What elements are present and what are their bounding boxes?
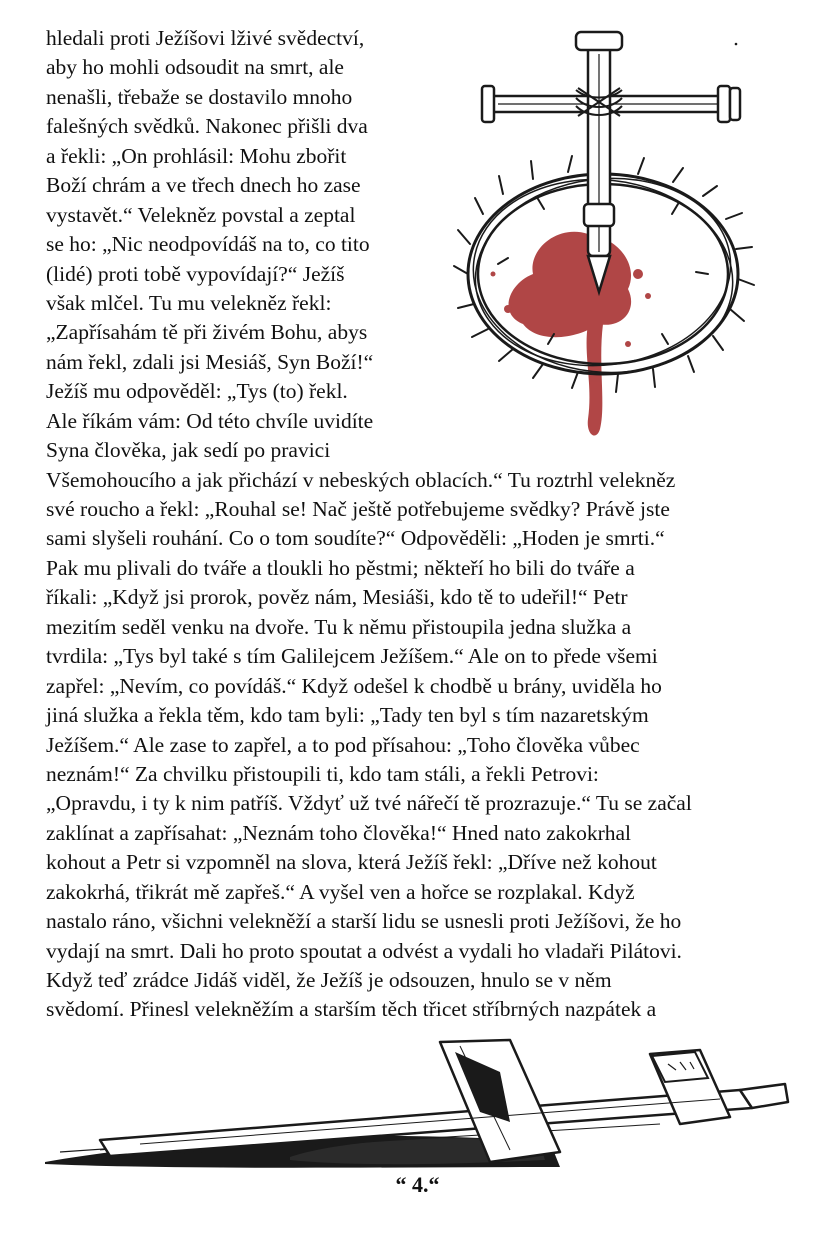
text-line: Ale říkám vám: Od této chvíle uvidíte bbox=[46, 408, 374, 433]
text-line: vydají na smrt. Dali ho proto spoutat a odvést a vydali ho vladaři Pilátovi. bbox=[46, 938, 682, 963]
text-line: nám řekl, zdali jsi Mesiáš, Syn Boží!“ bbox=[46, 349, 374, 374]
text-line: nenašli, třebaže se dostavilo mnoho bbox=[46, 84, 353, 109]
text-line: Pak mu plivali do tváře a tloukli ho pěstmi; někteří ho bili do tváře a bbox=[46, 555, 635, 580]
text-line: Syna člověka, jak sedí po pravici bbox=[46, 438, 331, 463]
fallen-cross-illustration bbox=[40, 1032, 790, 1177]
text-line: Ježíš mu odpověděl: „Tys (to) řekl. bbox=[46, 379, 348, 404]
text-line: Boží chrám a ve třech dnech ho zase bbox=[46, 173, 361, 198]
text-line: neznám!“ Za chvilku přistoupili ti, kdo tam stáli, a řekli Petrovi: bbox=[46, 761, 599, 786]
text-line: Všemohoucího a jak přichází v nebeských oblacích.“ Tu roztrhl velekněz bbox=[46, 467, 676, 492]
text-line: svědomí. Přinesl velekněžím a starším těch třicet stříbrných nazpátek a bbox=[46, 997, 657, 1022]
text-line: „Zapřísahám tě při živém Bohu, abys bbox=[46, 320, 368, 345]
text-line: zaklínat a zapřísahat: „Neznám toho člověka!“ Hned nato zakokrhal bbox=[46, 820, 632, 845]
text-line: vystavět.“ Velekněz povstal a zeptal bbox=[46, 202, 356, 227]
page-number: “ 4.“ bbox=[395, 1172, 440, 1197]
text-line: kohout a Petr si vzpomněl na slova, která Ježíš řekl: „Dříve než kohout bbox=[46, 850, 657, 875]
text-line: (lidé) proti tobě vypovídají?“ Ježíš bbox=[46, 261, 345, 286]
text-line: tvrdila: „Tys byl také s tím Galilejcem Ježíšem.“ Ale on to přede všemi bbox=[46, 644, 658, 669]
text-line: Ježíšem.“ Ale zase to zapřel, a to pod přísahou: „Toho člověka vůbec bbox=[46, 732, 640, 757]
blood-stain bbox=[491, 232, 652, 436]
text-line: zakokrhá, třikrát mě zapřeš.“ A vyšel ven a hořce se rozplakal. Když bbox=[46, 879, 635, 904]
text-line: sami slyšeli rouhání. Co o tom soudíte?“ Odpověděli: „Hoden je smrti.“ bbox=[46, 526, 665, 551]
text-line: jiná služka a řekla těm, kdo tam byli: „Tady ten byl s tím nazaretským bbox=[46, 703, 649, 728]
text-line: nastalo ráno, všichni velekněží a starší lidu se usnesli proti Ježíšovi, že ho bbox=[46, 909, 682, 934]
text-line: říkali: „Když jsi prorok, pověz nám, Mesiáši, kdo tě to udeřil!“ Petr bbox=[46, 585, 628, 610]
text-line: hledali proti Ježíšovi lživé svědectví, bbox=[46, 26, 365, 50]
text-line: mezitím seděl venku na dvoře. Tu k němu přistoupila jedna služka a bbox=[46, 614, 632, 639]
text-line: zapřel: „Nevím, co povídáš.“ Když odešel k chodbě u brány, uviděla ho bbox=[46, 673, 662, 698]
text-line: však mlčel. Tu mu velekněz řekl: bbox=[46, 290, 332, 315]
text-line: aby ho mohli odsoudit na smrt, ale bbox=[46, 55, 344, 80]
text-line: a řekli: „On prohlásil: Mohu zbořit bbox=[46, 143, 347, 168]
text-line: Když teď zrádce Jidáš viděl, že Ježíš je odsouzen, hnulo se v něm bbox=[46, 968, 612, 992]
nail-cross-crown-of-thorns-illustration bbox=[438, 24, 773, 454]
text-line: se ho: „Nic neodpovídáš na to, co tito bbox=[46, 232, 370, 257]
text-line: „Opravdu, i ty k nim patříš. Vždyť už tvé nářečí tě prozrazuje.“ Tu se začal bbox=[46, 791, 692, 816]
text-line: falešných svědků. Nakonec přišli dva bbox=[46, 114, 368, 139]
text-line: své roucho a řekl: „Rouhal se! Nač ještě potřebujeme svědky? Právě jste bbox=[46, 497, 670, 521]
